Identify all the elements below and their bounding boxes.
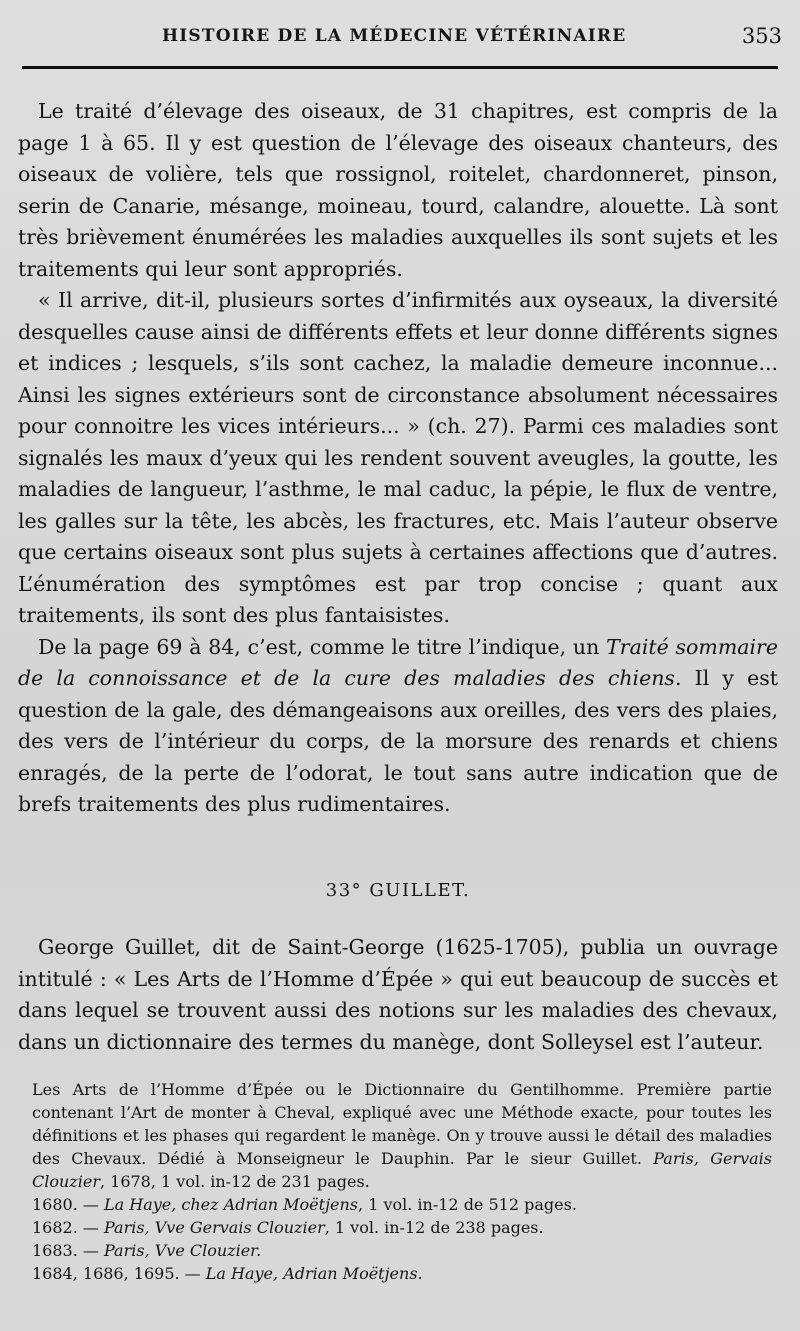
edition-details: , 1 vol. in-12 de 512 pages. [358,1195,577,1214]
page-number: 353 [741,24,782,48]
bibliography-main-details: , 1678, 1 vol. in-12 de 231 pages. [99,1172,370,1191]
treatise-title: Traité sommaire de la connoissance et de la cure des maladies des chiens [18,634,778,690]
edition-publisher: Paris, Vve Clouzier. [103,1241,262,1260]
bibliography-notes [32,1078,772,1285]
edition-publisher: La Haye, chez Adrian Moëtjens [103,1195,359,1214]
edition-year: 1682. — [32,1218,104,1237]
bibliography-main-publisher: Paris, Gervais Clouzier [32,1149,772,1191]
bibliography-main [32,1078,772,1193]
page-header [22,18,782,62]
paragraph-guillet: George Guillet, dit de Saint-George (1625-1705), publia un ouvrage intitulé : « Les Arts de l’Homme d’Épée » qui eut beaucoup de succès et dans lequel se trouvent aussi des notions sur les maladies des chevaux, dans un dictionnaire des termes du manège, dont Solleysel est l’auteur. [18,935,778,1054]
paragraph-quote: « Il arrive, dit-il, plusieurs sortes d’infirmités aux oyseaux, la diversité desquelles cause ainsi de différents effets et leur donne différents signes et indices ; lesquels, s’ils sont cachez, la maladie demeure inconnue... Ainsi les signes extérieurs sont de circonstance absolument nécessaires pour connoitre les vices intérieurs... » (ch. 27). Parmi ces maladies sont signalés les maux d’yeux qui les rendent souvent aveugles, la goutte, les maladies de langueur, l’asthme, le mal caduc, la pépie, le flux de ventre, les galles sur la tête, les abcès, les fractures, etc. Mais l’auteur observe que certains oiseaux sont plus sujets à certaines affections que d’autres. L’énumération des symptômes est par trop concise ; quant aux traitements, ils sont des plus fantaisistes. [18,288,778,627]
edition-line [32,1216,772,1239]
edition-details: , 1 vol. in-12 de 238 pages. [324,1218,544,1237]
bibliography-main-text: Les Arts de l’Homme d’Épée ou le Dictionnaire du Gentilhomme. Première partie contenant l’Art de monter à Cheval, expliqué avec une Méthode exacte, pour toutes les définitions et les phases qui regardent le manège. On y trouve aussi le détail des maladies des Chevaux. Dédié à Monseigneur le Dauphin. Par le sieur Guillet. [32,1080,772,1168]
edition-publisher: Paris, Vve Gervais Clouzier [103,1218,325,1237]
paragraph-dog-treatise-end: . Il y est question de la gale, des démangeaisons aux oreilles, des vers des plaies, des vers de l’intérieur du corps, de la morsure des renards et chiens enragés, de la perte de l’odorat, le tout sans autre indication que de brefs traitements des plus rudimentaires. [18,666,778,816]
edition-line [32,1193,772,1216]
header-rule [22,66,778,69]
paragraph-dog-treatise [18,632,778,821]
paragraph-bird-treatise: Le traité d’élevage des oiseaux, de 31 chapitres, est compris de la page 1 à 65. Il y est question de l’élevage des oiseaux chanteurs, des oiseaux de volière, tels que rossignol, roitelet, chardonneret, pinson, serin de Canarie, mésange, moineau, tourd, calandre, alouette. Là sont très brièvement énumérées les maladies auxquelles ils sont sujets et les traitements qui leur sont appropriés. [18,99,778,281]
edition-year: 1684, 1686, 1695. — [32,1264,206,1283]
edition-publisher: La Haye, Adrian Moëtjens. [205,1264,423,1283]
body-text [18,96,778,1058]
edition-line [32,1239,772,1262]
paragraph-dog-treatise-start: De la page 69 à 84, c’est, comme le titre l’indique, un [38,634,607,659]
edition-year: 1683. — [32,1241,104,1260]
edition-year: 1680. — [32,1195,104,1214]
section-heading: 33° GUILLET. [325,879,471,901]
edition-line [32,1262,772,1285]
running-title: HISTOIRE DE LA MÉDECINE VÉTÉRINAIRE [162,26,627,46]
